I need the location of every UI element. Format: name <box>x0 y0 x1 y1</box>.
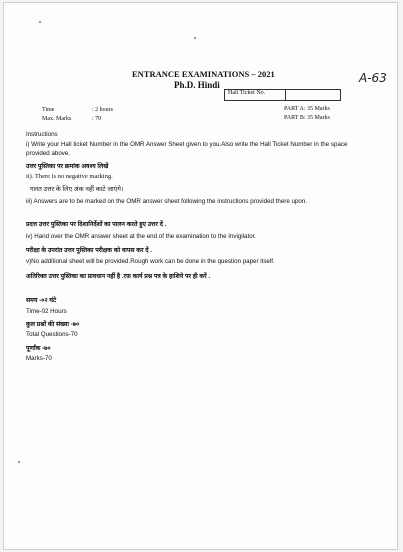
time-label: Time <box>42 107 55 113</box>
hall-ticket-label-box <box>224 89 286 101</box>
summary-marks-hindi: पूर्णांक -७० <box>26 345 51 352</box>
instruction-3-hindi: प्रदत्त उत्तर पुस्तिका पर दिशानिर्देशों का पालन करते हुए उत्तर दें . <box>26 221 167 228</box>
ink-speck <box>194 37 196 39</box>
instruction-2-hindi: गलत उत्तर के लिए अंक नहीं काटे जाएंगे। <box>30 186 124 193</box>
summary-time-english: Time-02 Hours <box>26 308 67 315</box>
hall-ticket-label: Hall Ticket No. <box>228 90 266 96</box>
summary-questions-hindi: कुल प्रश्नों की संख्या -७० <box>26 321 80 328</box>
exam-title: ENTRANCE EXAMINATIONS – 2021 <box>132 69 275 79</box>
summary-questions-english: Total Questions-70 <box>26 331 78 338</box>
instruction-5-hindi: अतिरिक्त उत्तर पुस्तिका का प्रावधान नहीं है .रफ़ कार्य प्रश्न पत्र के हाशिये पर ही करें . <box>26 273 211 280</box>
instruction-4-hindi: परीक्षा के उपरांत उत्तर पुस्तिका परीक्षक को वापस कर दें . <box>26 247 153 254</box>
summary-marks-english: Marks-70 <box>26 355 52 362</box>
ink-speck <box>18 461 20 463</box>
instruction-4-english: iv) Hand over the OMR answer sheet at the end of the examination to the Invigilator. <box>26 233 257 240</box>
part-b-marks: PART B: 35 Marks <box>284 115 330 121</box>
exam-page <box>3 2 398 550</box>
instruction-3-english: iii) Answers are to be marked on the OMR answer sheet following the instructions provided there upon. <box>26 198 307 205</box>
instruction-2-english: ii). There is no negative marking. <box>26 173 113 180</box>
exam-subject: Ph.D. Hindi <box>174 80 220 90</box>
instruction-1-hindi: उत्तर पुस्तिका पर क्रमांक अवश्य लिखें <box>26 163 109 170</box>
hall-ticket-number-field <box>285 89 341 101</box>
instructions-heading: Instructions <box>26 131 58 138</box>
part-a-marks: PART A: 35 Marks <box>284 106 330 112</box>
instruction-5-english: v)No additional sheet will be provided.Rough work can be done in the question paper itself. <box>26 258 275 265</box>
summary-time-hindi: समय -०२ घंटे <box>26 297 57 304</box>
instruction-1-english: i) Write your Hall ticket Number in the OMR Answer Sheet given to you.Also write the Hall Ticket Number in the space provided above. <box>26 141 348 157</box>
time-value: : 2 hours <box>92 107 113 113</box>
max-marks-label: Max. Marks <box>42 116 72 122</box>
max-marks-value: : 70 <box>92 116 102 122</box>
handwritten-code: A-63 <box>359 71 387 85</box>
ink-speck <box>39 21 41 23</box>
